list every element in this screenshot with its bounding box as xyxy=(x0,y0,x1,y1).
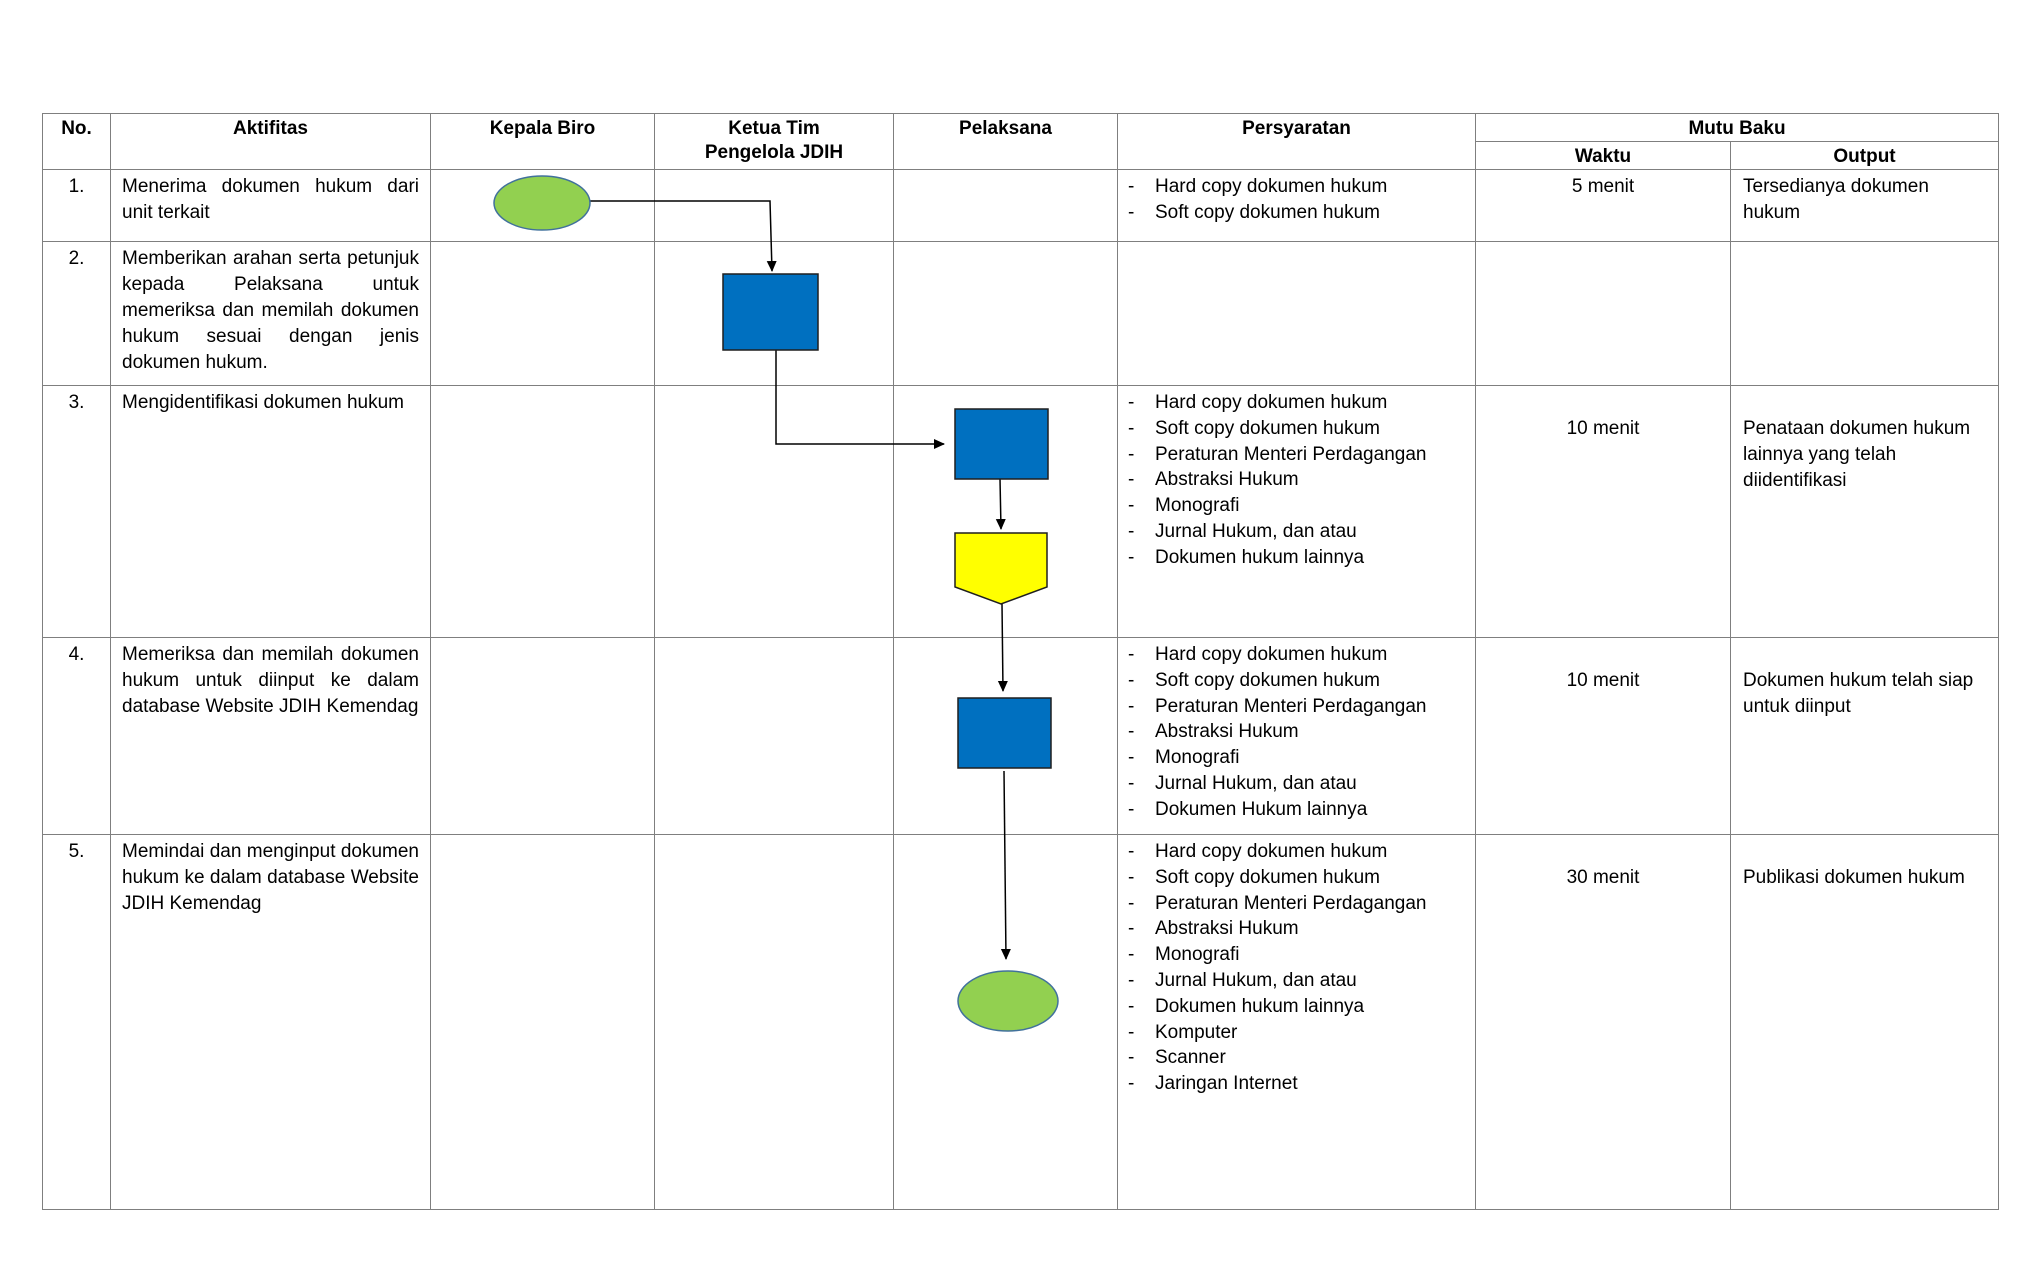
requirement-item: - Abstraksi Hukum xyxy=(1128,916,1469,942)
table-row xyxy=(43,835,1999,1210)
sop-table xyxy=(42,113,1999,1210)
lane-kepala-biro xyxy=(431,638,655,835)
header-ketua-tim xyxy=(655,114,894,170)
output-cell: Tersedianya dokumen hukum xyxy=(1731,170,1999,242)
requirement-item: - Jaringan Internet xyxy=(1128,1071,1469,1097)
time-cell: 10 menit xyxy=(1476,638,1731,835)
lane-kepala-biro xyxy=(431,835,655,1210)
row-number: 3. xyxy=(43,386,111,638)
requirement-item: - Soft copy dokumen hukum xyxy=(1128,865,1469,891)
table-row xyxy=(43,170,1999,242)
row-number: 1. xyxy=(43,170,111,242)
time-cell: 5 menit xyxy=(1476,170,1731,242)
lane-pelaksana xyxy=(894,242,1118,386)
requirement-item: - Hard copy dokumen hukum xyxy=(1128,839,1469,865)
requirement-item: - Komputer xyxy=(1128,1020,1469,1046)
requirements-cell xyxy=(1118,835,1476,1210)
lane-pelaksana xyxy=(894,835,1118,1210)
requirement-item: - Jurnal Hukum, dan atau xyxy=(1128,771,1469,797)
header-mutu-baku: Mutu Baku xyxy=(1476,114,1999,142)
header-aktifitas: Aktifitas xyxy=(111,114,431,170)
activity-cell: Menerima dokumen hukum dari unit terkait xyxy=(111,170,431,242)
header-ketua-tim-line2: Pengelola JDIH xyxy=(704,142,844,163)
lane-kepala-biro xyxy=(431,170,655,242)
lane-ketua-tim xyxy=(655,242,894,386)
time-cell xyxy=(1476,242,1731,386)
requirement-item: - Peraturan Menteri Perdagangan xyxy=(1128,694,1469,720)
requirements-cell xyxy=(1118,242,1476,386)
lane-ketua-tim xyxy=(655,638,894,835)
requirement-item: - Jurnal Hukum, dan atau xyxy=(1128,968,1469,994)
requirement-item: - Hard copy dokumen hukum xyxy=(1128,174,1469,200)
requirement-item: - Scanner xyxy=(1128,1045,1469,1071)
header-persyaratan: Persyaratan xyxy=(1118,114,1476,170)
output-cell: Publikasi dokumen hukum xyxy=(1731,835,1999,1210)
lane-pelaksana xyxy=(894,638,1118,835)
requirement-item: - Hard copy dokumen hukum xyxy=(1128,642,1469,668)
row-number: 4. xyxy=(43,638,111,835)
time-cell: 30 menit xyxy=(1476,835,1731,1210)
header-pelaksana: Pelaksana xyxy=(894,114,1118,170)
requirement-item: - Peraturan Menteri Perdagangan xyxy=(1128,891,1469,917)
output-cell: Dokumen hukum telah siap untuk diinput xyxy=(1731,638,1999,835)
requirement-item: - Soft copy dokumen hukum xyxy=(1128,416,1469,442)
requirement-item: - Dokumen hukum lainnya xyxy=(1128,545,1469,571)
header-waktu: Waktu xyxy=(1476,142,1731,170)
activity-cell: Memindai dan menginput dokumen hukum ke dalam database Website JDIH Kemendag xyxy=(111,835,431,1210)
activity-cell: Memberikan arahan serta petunjuk kepada Pelaksana untuk memeriksa dan memilah dokumen hukum sesuai dengan jenis dokumen hukum. xyxy=(111,242,431,386)
header-kepala-biro: Kepala Biro xyxy=(431,114,655,170)
lane-ketua-tim xyxy=(655,386,894,638)
requirement-item: - Monografi xyxy=(1128,942,1469,968)
requirement-item: - Monografi xyxy=(1128,745,1469,771)
header-no: No. xyxy=(43,114,111,170)
lane-pelaksana xyxy=(894,170,1118,242)
row-number: 5. xyxy=(43,835,111,1210)
table-row xyxy=(43,386,1999,638)
requirement-item: - Dokumen hukum lainnya xyxy=(1128,994,1469,1020)
requirement-item: - Dokumen Hukum lainnya xyxy=(1128,797,1469,823)
table-row xyxy=(43,638,1999,835)
header-ketua-tim-line1: Ketua Tim xyxy=(728,118,820,139)
activity-cell: Memeriksa dan memilah dokumen hukum untuk diinput ke dalam database Website JDIH Kemendag xyxy=(111,638,431,835)
requirement-item: - Monografi xyxy=(1128,493,1469,519)
requirement-item: - Abstraksi Hukum xyxy=(1128,467,1469,493)
lane-ketua-tim xyxy=(655,835,894,1210)
output-cell xyxy=(1731,242,1999,386)
requirement-item: - Hard copy dokumen hukum xyxy=(1128,390,1469,416)
lane-kepala-biro xyxy=(431,242,655,386)
lane-ketua-tim xyxy=(655,170,894,242)
requirement-item: - Soft copy dokumen hukum xyxy=(1128,200,1469,226)
header-output: Output xyxy=(1731,142,1999,170)
lane-pelaksana xyxy=(894,386,1118,638)
output-cell: Penataan dokumen hukum lainnya yang telah diidentifikasi xyxy=(1731,386,1999,638)
activity-cell: Mengidentifikasi dokumen hukum xyxy=(111,386,431,638)
requirements-cell xyxy=(1118,638,1476,835)
requirement-item: - Jurnal Hukum, dan atau xyxy=(1128,519,1469,545)
requirements-cell xyxy=(1118,170,1476,242)
requirement-item: - Soft copy dokumen hukum xyxy=(1128,668,1469,694)
requirements-cell xyxy=(1118,386,1476,638)
row-number: 2. xyxy=(43,242,111,386)
requirement-item: - Abstraksi Hukum xyxy=(1128,719,1469,745)
table-row xyxy=(43,242,1999,386)
lane-kepala-biro xyxy=(431,386,655,638)
requirement-item: - Peraturan Menteri Perdagangan xyxy=(1128,442,1469,468)
time-cell: 10 menit xyxy=(1476,386,1731,638)
